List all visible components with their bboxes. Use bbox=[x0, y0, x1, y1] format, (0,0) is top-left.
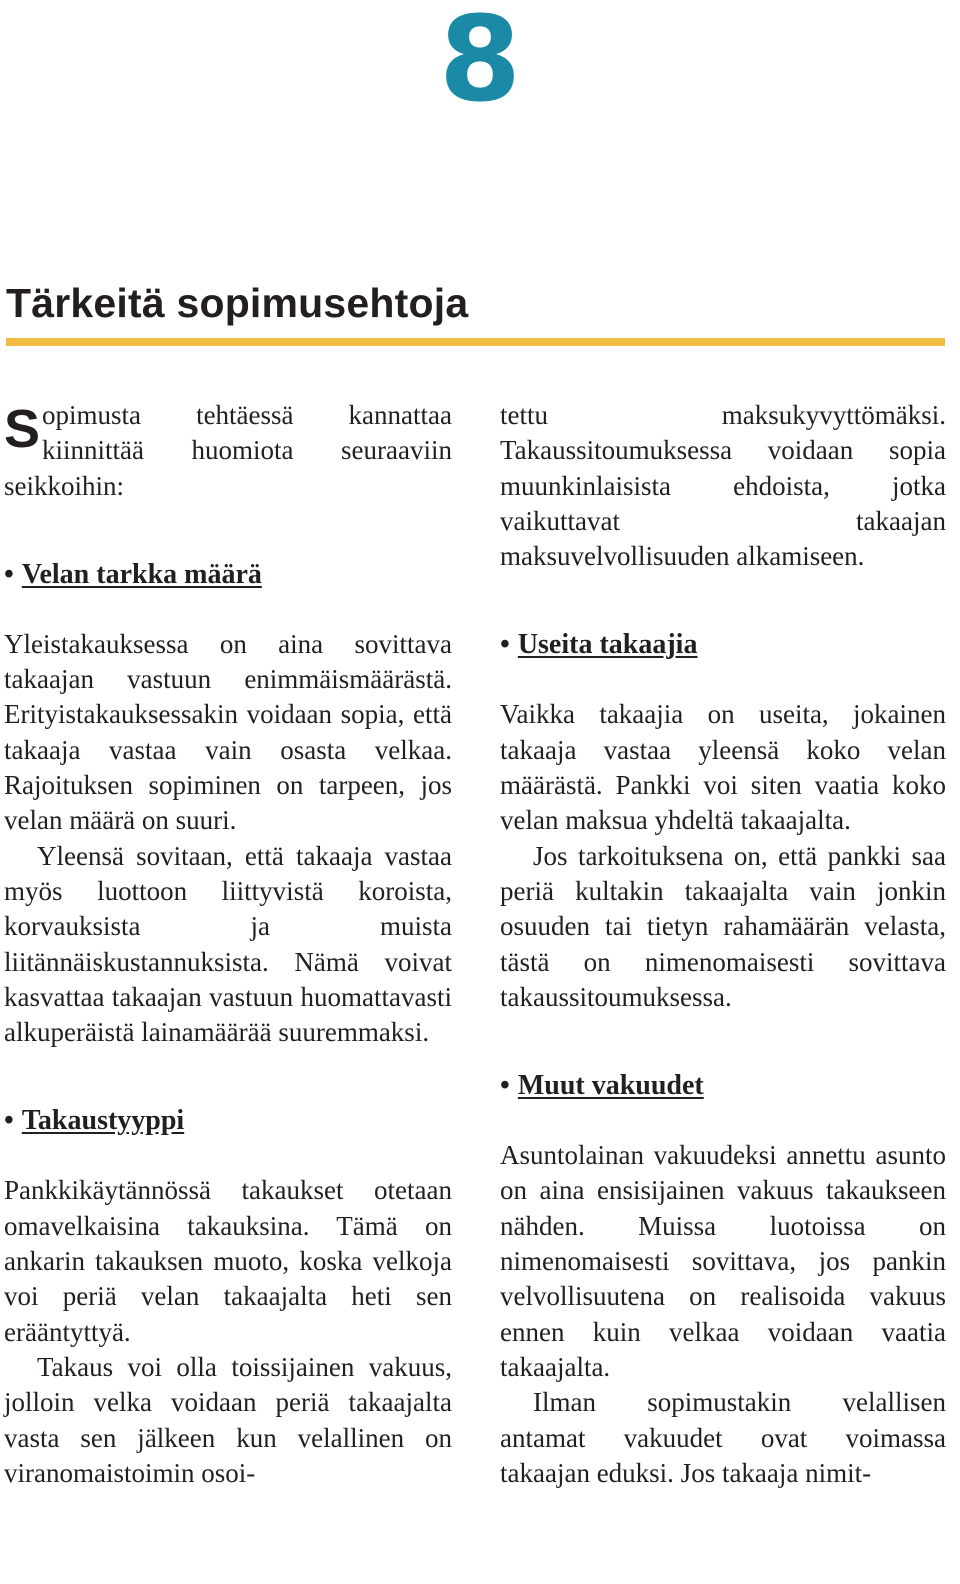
paragraph: Yleistakauksessa on aina sovittava takaajan vastuun enimmäismäärästä. Erityistakauksessakin voidaan sopia, että takaaja vastaa vain osasta velkaa. Rajoituksen sopiminen on tarpeen, jos velan määrä on suuri. bbox=[4, 628, 452, 836]
page-title: Tärkeitä sopimusehtoja bbox=[6, 280, 469, 326]
bullet-icon: • bbox=[500, 629, 510, 661]
chapter-number: 8 bbox=[438, 0, 522, 128]
paragraph: Asuntolainan vakuudeksi annettu asunto on aina ensisijainen vakuus takaukseen nähden. Muissa luotoissa on nimenomaisesti sovittava, jos pankin velvollisuutena on realisoida vakuus ennen kuin velkaa voidaan vaatia takaajalta. bbox=[500, 1140, 946, 1382]
paragraph: tettu maksukyvyttömäksi. Takaussitoumuksessa voidaan sopia muunkinlaisista ehdoista, jotka vaikuttavat takaajan maksuvelvollisuuden alkamiseen. bbox=[500, 400, 946, 572]
paragraph: Pankkikäytännössä takaukset otetaan omavelkaisina takauksina. Tämä on ankarin takauksen muoto, koska velkoja voi periä velan takaajalta heti sen erääntyttyä. bbox=[4, 1175, 452, 1347]
section-heading-multiple-guarantors: • Useita takaajia bbox=[500, 629, 698, 661]
bullet-icon: • bbox=[4, 558, 14, 590]
intro-paragraph: Sopimusta tehtäessä kannattaa kiinnittää huomiota seuraaviin seikkoihin: bbox=[4, 399, 452, 501]
paragraph: Takaus voi olla toissijainen vakuus, jolloin velka voidaan periä takaajalta vasta sen jälkeen kun velallinen on viranomaistoimin osoi- bbox=[4, 1351, 452, 1488]
paragraph: Jos tarkoituksena on, että pankki saa periä kultakin takaajalta vain jonkin osuuden tai tietyn rahamäärän velasta, tästä on nimenomaisesti sovittava takaussitoumuksessa. bbox=[500, 840, 946, 1012]
right-column bbox=[500, 398, 946, 1491]
paragraph: Ilman sopimustakin velallisen antamat vakuudet ovat voimassa takaajan eduksi. Jos takaaja nimit- bbox=[500, 1387, 946, 1488]
left-column bbox=[4, 398, 452, 1491]
bullet-icon: • bbox=[500, 1070, 510, 1102]
title-rule bbox=[6, 338, 945, 346]
paragraph: Vaikka takaajia on useita, jokainen takaaja vastaa yleensä koko velan määrästä. Pankki voi siten vaatia koko velan maksua yhdeltä takaajalta. bbox=[500, 699, 946, 836]
section-heading-other-collateral: • Muut vakuudet bbox=[500, 1070, 704, 1102]
paragraph: Yleensä sovitaan, että takaaja vastaa myös luottoon liittyvistä koroista, korvauksista ja muista liitännäiskustannuksista. Nämä voivat kasvattaa takaajan vastuun huomattavasti alkuperäistä lainamäärää suuremmaksi. bbox=[4, 840, 452, 1048]
section-heading-debt-amount: • Velan tarkka määrä bbox=[4, 558, 262, 590]
section-heading-guarantee-type: • Takaustyyppi bbox=[4, 1105, 185, 1137]
bullet-icon: • bbox=[4, 1105, 14, 1137]
